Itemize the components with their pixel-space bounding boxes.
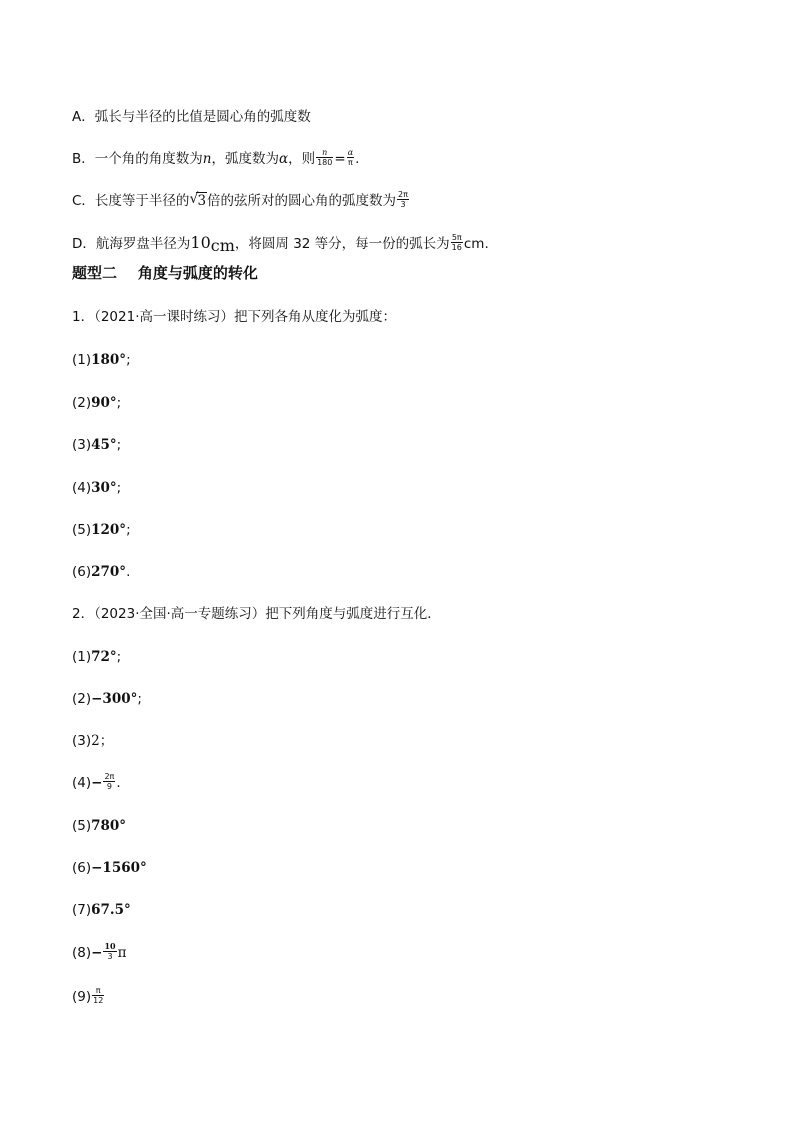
option-b-then: ，则 [288, 151, 316, 167]
fraction-5pi-16 [451, 233, 463, 252]
pi-symbol: π [117, 945, 127, 961]
q2-item-8 [72, 940, 127, 963]
q2-item-5 [72, 816, 126, 836]
radical-icon: √ [189, 191, 199, 207]
frac-den: 16 [451, 242, 462, 252]
fraction-2pi-3 [397, 190, 409, 209]
option-d-mid: ，将圆周 32 等分，每一份的弧长为 [234, 236, 450, 252]
fraction-alpha-pi [347, 148, 354, 167]
item-tail: ; [116, 480, 122, 496]
minus-sign: − [91, 775, 103, 791]
frac-num: 10 [104, 940, 116, 951]
item-value: 2 [91, 733, 100, 749]
item-tail: ; [116, 395, 122, 411]
item-label: (4) [72, 775, 92, 791]
radius-value: 10 [190, 233, 211, 252]
q2-item-2 [72, 689, 142, 709]
unit-cm: cm [463, 236, 485, 252]
frac-num: 2π [104, 771, 115, 781]
item-tail: ; [126, 522, 131, 538]
item-label: (5) [72, 522, 92, 538]
item-tail: ; [116, 649, 122, 665]
frac-den: 9 [106, 781, 112, 791]
q1-item-4 [72, 478, 121, 498]
item-label: (6) [72, 564, 92, 580]
option-b-end: . [355, 151, 360, 167]
item-value: −300° [91, 691, 138, 707]
sqrt-3 [189, 191, 207, 211]
item-value: −1560° [91, 860, 147, 876]
item-label: (7) [72, 902, 92, 918]
item-tail: ; [116, 437, 122, 453]
frac-num: 5π [451, 232, 462, 242]
item-label: (6) [72, 860, 92, 876]
item-label: (3) [72, 733, 92, 749]
item-value: 67.5° [91, 902, 131, 918]
frac-den: 180 [317, 157, 333, 167]
q1-item-6 [72, 562, 130, 582]
fraction-2pi-9 [103, 772, 115, 791]
item-label: (5) [72, 818, 92, 834]
item-value: 45° [91, 437, 117, 453]
frac-num: 2π [398, 189, 408, 199]
option-b-prefix: B．一个角的角度数为 [72, 151, 203, 167]
frac-den: 3 [400, 199, 406, 209]
item-value: 780° [91, 818, 127, 834]
frac-den: 12 [93, 995, 104, 1005]
item-label: (8) [72, 945, 92, 961]
q2-item-7 [72, 900, 131, 920]
q2-stem: 2．（2023·全国·高一专题练习）把下列角度与弧度进行互化． [72, 606, 441, 622]
q1-item-3 [72, 435, 121, 455]
item-label: (1) [72, 352, 92, 368]
item-tail: . [126, 564, 131, 580]
var-alpha: α [278, 151, 289, 167]
item-value: 120° [91, 522, 127, 538]
minus-sign: − [91, 945, 103, 961]
option-d [72, 233, 489, 254]
item-value: 180° [91, 352, 127, 368]
section-title: 题型二 角度与弧度的转化 [72, 264, 258, 282]
frac-num: π [92, 986, 104, 996]
q2-item-9 [72, 987, 105, 1007]
q2-item-1 [72, 647, 121, 667]
var-n: n [202, 151, 212, 167]
item-label: (1) [72, 649, 92, 665]
sqrt-value: 3 [197, 193, 207, 209]
item-tail: ; [137, 691, 142, 707]
fraction-pi-12 [92, 986, 104, 1005]
item-value: 90° [91, 395, 117, 411]
frac-den: π [347, 157, 353, 167]
item-value: 270° [91, 564, 127, 580]
frac-den: 3 [107, 951, 113, 961]
unit-cm: cm [210, 236, 235, 255]
option-c [72, 191, 410, 211]
frac-num: n [316, 148, 333, 158]
q2-item-6 [72, 858, 147, 878]
option-b [72, 149, 359, 169]
item-label: (3) [72, 437, 92, 453]
fraction-n-180 [316, 148, 333, 167]
item-label: (2) [72, 691, 92, 707]
option-c-mid: 倍的弦所对的圆心角的弧度数为 [207, 193, 397, 209]
option-c-prefix: C．长度等于半径的 [72, 193, 190, 209]
q1-item-5 [72, 520, 131, 540]
frac-num: α [347, 147, 354, 157]
item-tail: . [116, 775, 121, 791]
option-a: A．弧长与半径的比值是圆心角的弧度数 [72, 109, 311, 125]
q1-stem: 1．（2021·高一课时练习）把下列各角从度化为弧度： [72, 309, 396, 325]
item-label: (9) [72, 989, 92, 1005]
item-tail: ； [99, 733, 114, 749]
q1-item-1 [72, 350, 131, 370]
option-b-mid: ，弧度数为 [211, 151, 279, 167]
option-d-end: . [484, 236, 489, 252]
fraction-10-3 [103, 942, 116, 961]
q2-item-3 [72, 731, 113, 751]
item-label: (4) [72, 480, 92, 496]
item-tail: ; [126, 352, 131, 368]
q2-item-4 [72, 773, 121, 793]
item-value: 30° [91, 480, 117, 496]
item-label: (2) [72, 395, 92, 411]
item-value: 72° [91, 649, 117, 665]
option-d-prefix: D．航海罗盘半径为 [72, 236, 191, 252]
q1-item-2 [72, 393, 121, 413]
equals: = [334, 151, 346, 167]
